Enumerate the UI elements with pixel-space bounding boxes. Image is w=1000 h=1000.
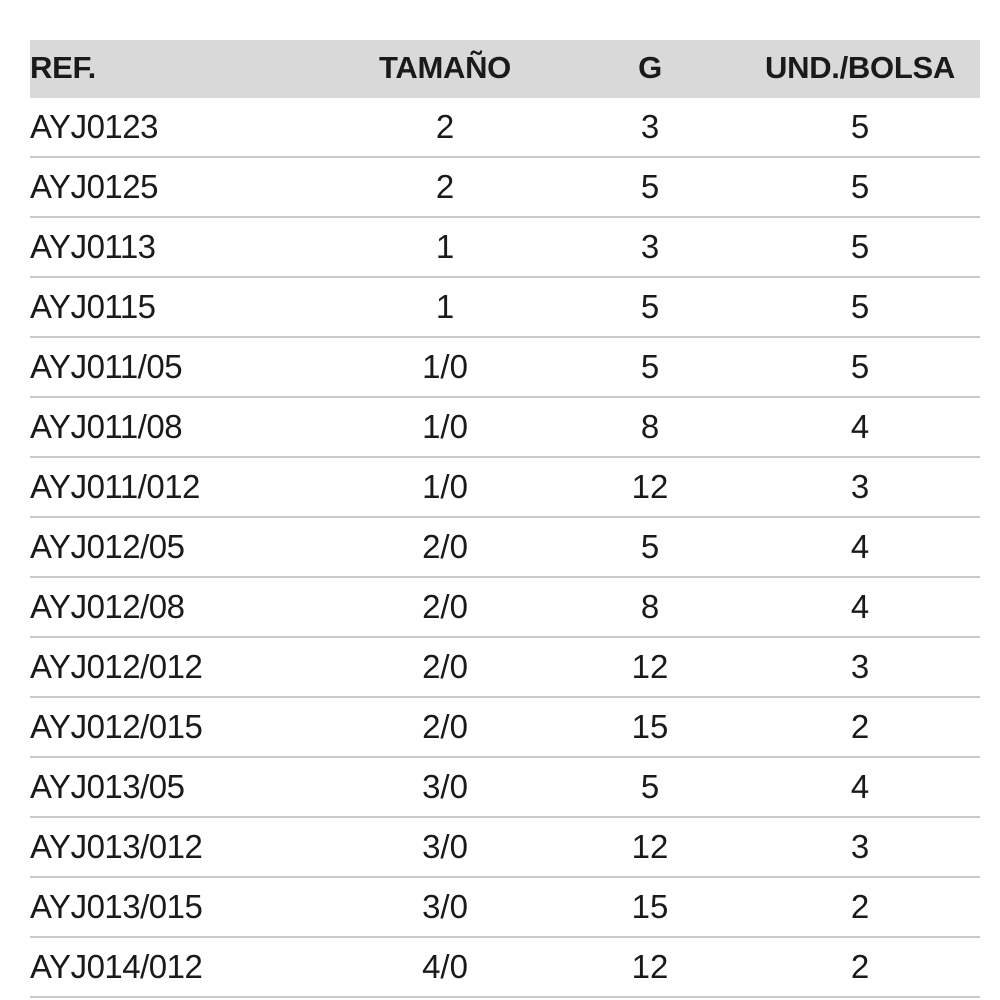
- table-body: [30, 98, 980, 997]
- table-row: [30, 397, 980, 457]
- cell-ref: AYJ011/012: [30, 457, 330, 517]
- cell-ref: AYJ014/012: [30, 937, 330, 997]
- cell-und-bolsa: 3: [740, 457, 980, 517]
- table-row: [30, 277, 980, 337]
- table-header-row: [30, 40, 980, 98]
- cell-ref: AYJ0113: [30, 217, 330, 277]
- column-header-tamano: TAMAÑO: [330, 40, 560, 98]
- cell-und-bolsa: 4: [740, 577, 980, 637]
- cell-und-bolsa: 5: [740, 217, 980, 277]
- cell-g: 5: [560, 517, 740, 577]
- cell-und-bolsa: 4: [740, 517, 980, 577]
- cell-ref: AYJ012/015: [30, 697, 330, 757]
- cell-g: 12: [560, 937, 740, 997]
- column-header-und-bolsa: UND./BOLSA: [740, 40, 980, 98]
- cell-g: 15: [560, 697, 740, 757]
- table-row: [30, 98, 980, 157]
- cell-g: 12: [560, 637, 740, 697]
- cell-g: 5: [560, 337, 740, 397]
- cell-tamano: 3/0: [330, 817, 560, 877]
- cell-ref: AYJ013/05: [30, 757, 330, 817]
- cell-ref: AYJ012/08: [30, 577, 330, 637]
- table-row: [30, 877, 980, 937]
- cell-und-bolsa: 2: [740, 937, 980, 997]
- cell-tamano: 1/0: [330, 457, 560, 517]
- cell-g: 3: [560, 98, 740, 157]
- table-row: [30, 637, 980, 697]
- column-header-ref: REF.: [30, 40, 330, 98]
- cell-tamano: 2: [330, 98, 560, 157]
- cell-tamano: 3/0: [330, 877, 560, 937]
- product-reference-table: [30, 40, 980, 998]
- table-header: [30, 40, 980, 98]
- cell-g: 5: [560, 277, 740, 337]
- table-row: [30, 577, 980, 637]
- table-row: [30, 757, 980, 817]
- cell-ref: AYJ011/05: [30, 337, 330, 397]
- cell-g: 12: [560, 457, 740, 517]
- cell-g: 12: [560, 817, 740, 877]
- cell-und-bolsa: 4: [740, 757, 980, 817]
- table-row: [30, 337, 980, 397]
- table-row: [30, 157, 980, 217]
- cell-und-bolsa: 2: [740, 697, 980, 757]
- cell-ref: AYJ0125: [30, 157, 330, 217]
- cell-tamano: 1: [330, 217, 560, 277]
- cell-tamano: 2/0: [330, 517, 560, 577]
- cell-und-bolsa: 2: [740, 877, 980, 937]
- column-header-g: G: [560, 40, 740, 98]
- cell-und-bolsa: 4: [740, 397, 980, 457]
- cell-tamano: 2/0: [330, 637, 560, 697]
- cell-und-bolsa: 5: [740, 277, 980, 337]
- cell-tamano: 3/0: [330, 757, 560, 817]
- table-container: [30, 40, 980, 998]
- cell-und-bolsa: 5: [740, 98, 980, 157]
- table-row: [30, 217, 980, 277]
- cell-tamano: 1/0: [330, 397, 560, 457]
- cell-tamano: 2/0: [330, 697, 560, 757]
- cell-g: 5: [560, 157, 740, 217]
- table-row: [30, 697, 980, 757]
- cell-g: 3: [560, 217, 740, 277]
- table-row: [30, 517, 980, 577]
- cell-g: 5: [560, 757, 740, 817]
- cell-und-bolsa: 3: [740, 637, 980, 697]
- cell-tamano: 2: [330, 157, 560, 217]
- cell-und-bolsa: 5: [740, 337, 980, 397]
- cell-und-bolsa: 5: [740, 157, 980, 217]
- cell-ref: AYJ011/08: [30, 397, 330, 457]
- cell-ref: AYJ012/05: [30, 517, 330, 577]
- cell-ref: AYJ013/012: [30, 817, 330, 877]
- cell-g: 8: [560, 397, 740, 457]
- cell-tamano: 1/0: [330, 337, 560, 397]
- cell-ref: AYJ013/015: [30, 877, 330, 937]
- cell-ref: AYJ012/012: [30, 637, 330, 697]
- cell-ref: AYJ0115: [30, 277, 330, 337]
- table-row: [30, 457, 980, 517]
- table-row: [30, 817, 980, 877]
- cell-und-bolsa: 3: [740, 817, 980, 877]
- cell-g: 15: [560, 877, 740, 937]
- cell-tamano: 4/0: [330, 937, 560, 997]
- table-row: [30, 937, 980, 997]
- cell-tamano: 2/0: [330, 577, 560, 637]
- cell-tamano: 1: [330, 277, 560, 337]
- cell-ref: AYJ0123: [30, 98, 330, 157]
- cell-g: 8: [560, 577, 740, 637]
